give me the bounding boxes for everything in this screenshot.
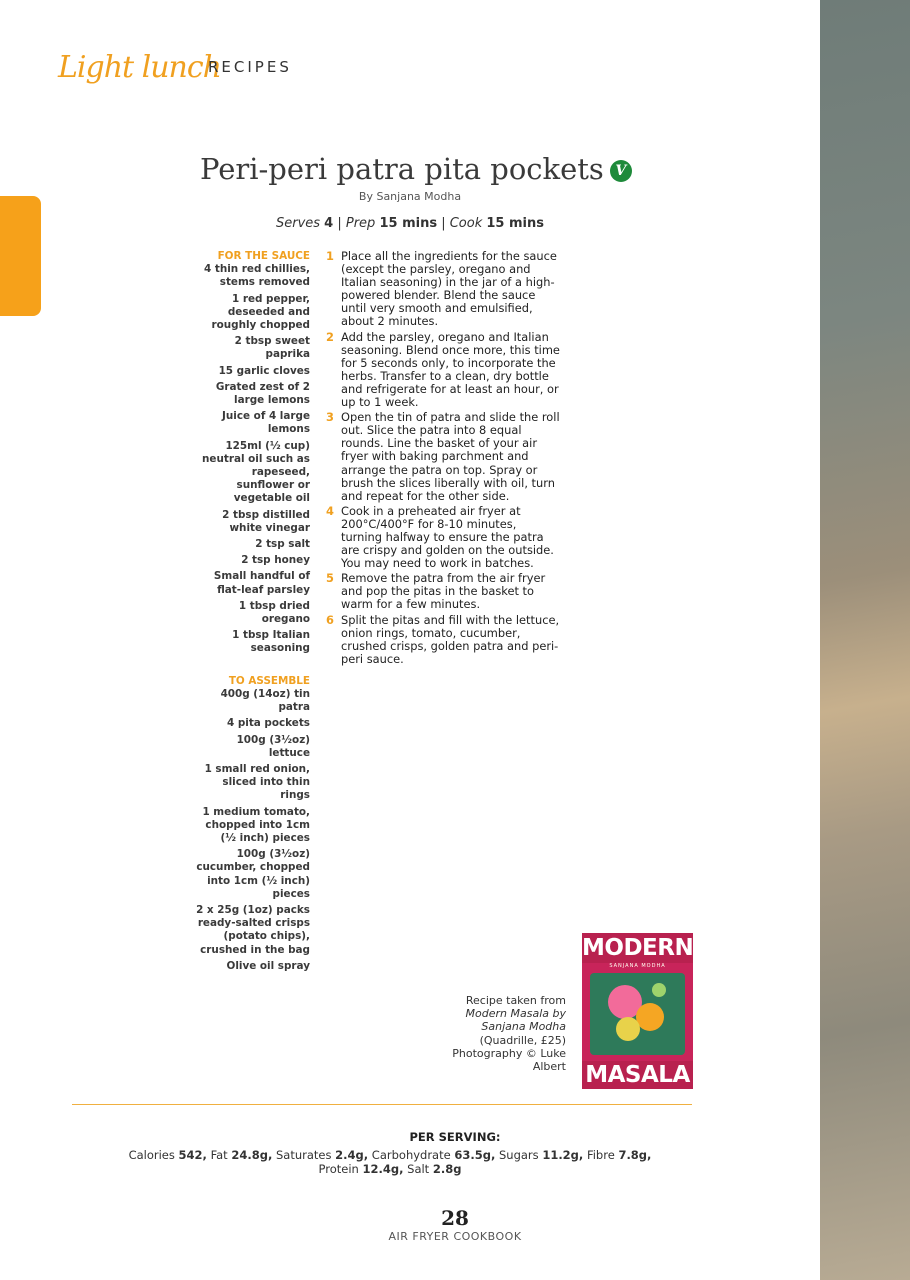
book-cover-illustration xyxy=(590,973,685,1055)
section-tab xyxy=(0,196,41,316)
ingredient-item: Olive oil spray xyxy=(226,959,310,972)
step-number: 2 xyxy=(326,329,334,344)
step-text: Remove the patra from the air fryer and pop the pitas in the basket to warm for a few minutes. xyxy=(341,571,546,612)
ingredient-item: 1 medium tomato, chopped into 1cm (½ inch) pieces xyxy=(202,805,310,844)
step-text: Place all the ingredients for the sauce (except the parsley, oregano and Italian seasoning) in the jar of a high-powered blender. Blend the sauce until very smooth and emulsified, about 2 minutes. xyxy=(341,249,557,329)
step-number: 5 xyxy=(326,571,334,586)
cook-value: 15 mins xyxy=(486,216,545,231)
method-step xyxy=(324,331,560,410)
credit-intro: Recipe taken from xyxy=(465,994,566,1007)
nutrition-label: Salt xyxy=(407,1162,430,1177)
ingredient-item: 2 tbsp distilled white vinegar xyxy=(222,508,310,534)
ingredient-item: Grated zest of 2 large lemons xyxy=(215,380,310,407)
ingredient-item: 4 thin red chillies, stems removed xyxy=(204,263,310,289)
method-step xyxy=(324,411,560,503)
nutrition-value: 542, xyxy=(178,1148,207,1162)
step-text: Cook in a preheated air fryer at 200°C/400°F for 8-10 minutes, turning halfway to ensure the patra are crispy and golden on the outside. You may need to work in batches. xyxy=(341,503,554,571)
nutrition-value: 24.8g, xyxy=(231,1148,273,1162)
header-script-title: Light lunch xyxy=(58,50,221,85)
nutrition-value: 2.8g xyxy=(432,1162,462,1177)
recipe-credit xyxy=(440,994,566,1073)
ingredient-item: 2 tbsp sweet paprika xyxy=(234,335,310,361)
ingredient-item: 100g (3½oz) lettuce xyxy=(236,733,310,759)
prep-value: 15 mins xyxy=(379,216,438,231)
header-section-label: RECIPES xyxy=(208,58,292,76)
divider xyxy=(72,1104,692,1105)
step-text: Split the pitas and fill with the lettuce, onion rings, tomato, cucumber, crushed crisps, golden patra and peri-peri sauce. xyxy=(341,612,560,666)
nutrition-label: Calories xyxy=(128,1148,175,1162)
sauce-heading: FOR THE SAUCE xyxy=(217,250,310,262)
publication-name: AIR FRYER COOKBOOK xyxy=(388,1230,522,1243)
ingredient-item: 2 x 25g (1oz) packs ready-salted crisps (potato chips), crushed in the bag xyxy=(196,903,310,956)
assemble-heading: TO ASSEMBLE xyxy=(228,674,310,687)
step-number: 1 xyxy=(326,249,334,263)
book-cover-authors: SANJANA MODHA xyxy=(609,963,666,969)
page-number: 28 xyxy=(441,1206,469,1230)
vegetarian-icon: V xyxy=(610,160,632,182)
nutrition-info xyxy=(120,1148,660,1176)
ingredient-item: 2 tsp honey xyxy=(241,554,310,567)
step-number: 4 xyxy=(326,503,334,518)
step-text: Open the tin of patra and slide the roll out. Slice the patra into 8 equal rounds. Line the basket of your air fryer with baking parchment and arrange the patra on top. Spray or brush the slices liberally with oil, turn and repeat for the other side. xyxy=(341,410,560,503)
book-cover-title-bottom: MASALA xyxy=(582,1061,693,1089)
nutrition-value: 12.4g, xyxy=(362,1162,404,1177)
ingredient-item: 125ml (½ cup) neutral oil such as rapeseed, sunflower or vegetable oil xyxy=(202,439,310,505)
nutrition-value: 2.4g, xyxy=(335,1148,369,1162)
credit-book-title: Modern Masala by Sanjana Modha xyxy=(465,1007,566,1034)
method-step xyxy=(324,250,560,329)
ingredients-list xyxy=(196,250,310,976)
book-cover-title-top: MODERN xyxy=(582,935,693,961)
serves-value: 4 xyxy=(324,216,334,231)
recipe-meta: Serves 4 | Prep 15 mins | Cook 15 mins xyxy=(275,216,545,231)
recipe-title xyxy=(200,152,627,186)
credit-publisher: (Quadrille, £25) xyxy=(479,1033,566,1047)
ingredient-item: 1 red pepper, deseeded and roughly chopped xyxy=(211,292,310,332)
method-steps xyxy=(324,250,560,668)
nutrition-label: Fibre xyxy=(586,1148,615,1162)
step-number: 6 xyxy=(326,612,334,627)
ingredient-item: 400g (14oz) tin patra xyxy=(220,687,310,714)
ingredient-item: 15 garlic cloves xyxy=(218,364,310,377)
serves-label: Serves xyxy=(275,216,321,231)
nutrition-value: 11.2g, xyxy=(542,1148,584,1162)
method-step xyxy=(324,572,560,611)
ingredient-item: Small handful of flat-leaf parsley xyxy=(213,570,310,596)
book-cover-image xyxy=(582,933,693,1089)
recipe-title-text: Peri-peri patra pita pockets xyxy=(200,152,604,186)
nutrition-label: Carbohydrate xyxy=(371,1148,451,1162)
nutrition-value: 7.8g, xyxy=(618,1148,652,1162)
step-number: 3 xyxy=(326,410,334,425)
ingredient-item: 2 tsp salt xyxy=(255,538,310,551)
recipe-byline: By Sanjana Modha xyxy=(358,190,462,203)
ingredient-item: 1 small red onion, sliced into thin rings xyxy=(204,762,310,802)
nutrition-label: Sugars xyxy=(499,1148,539,1162)
cook-label: Cook xyxy=(449,216,483,231)
ingredient-item: 1 tbsp Italian seasoning xyxy=(232,629,310,655)
nutrition-value: 63.5g, xyxy=(454,1148,496,1162)
ingredient-item: Juice of 4 large lemons xyxy=(222,410,310,436)
ingredient-item: 100g (3½oz) cucumber, chopped into 1cm (½ inch) pieces xyxy=(196,848,310,900)
ingredient-item: 1 tbsp dried oregano xyxy=(238,599,310,626)
credit-photography: Photography © Luke Albert xyxy=(452,1046,566,1074)
nutrition-label: Saturates xyxy=(276,1148,332,1162)
nutrition-heading: PER SERVING: xyxy=(409,1130,501,1144)
nutrition-label: Fat xyxy=(210,1148,228,1162)
method-step xyxy=(324,505,560,570)
side-photo xyxy=(820,0,910,1280)
step-text: Add the parsley, oregano and Italian seasoning. Blend once more, this time for 5 seconds only, to incorporate the herbs. Transfer to a clean, dry bottle and refrigerate for at least an hour, or up to 1 week. xyxy=(341,329,560,410)
nutrition-label: Protein xyxy=(318,1162,359,1177)
method-step xyxy=(324,614,560,666)
ingredient-item: 4 pita pockets xyxy=(226,717,310,730)
prep-label: Prep xyxy=(345,216,376,231)
